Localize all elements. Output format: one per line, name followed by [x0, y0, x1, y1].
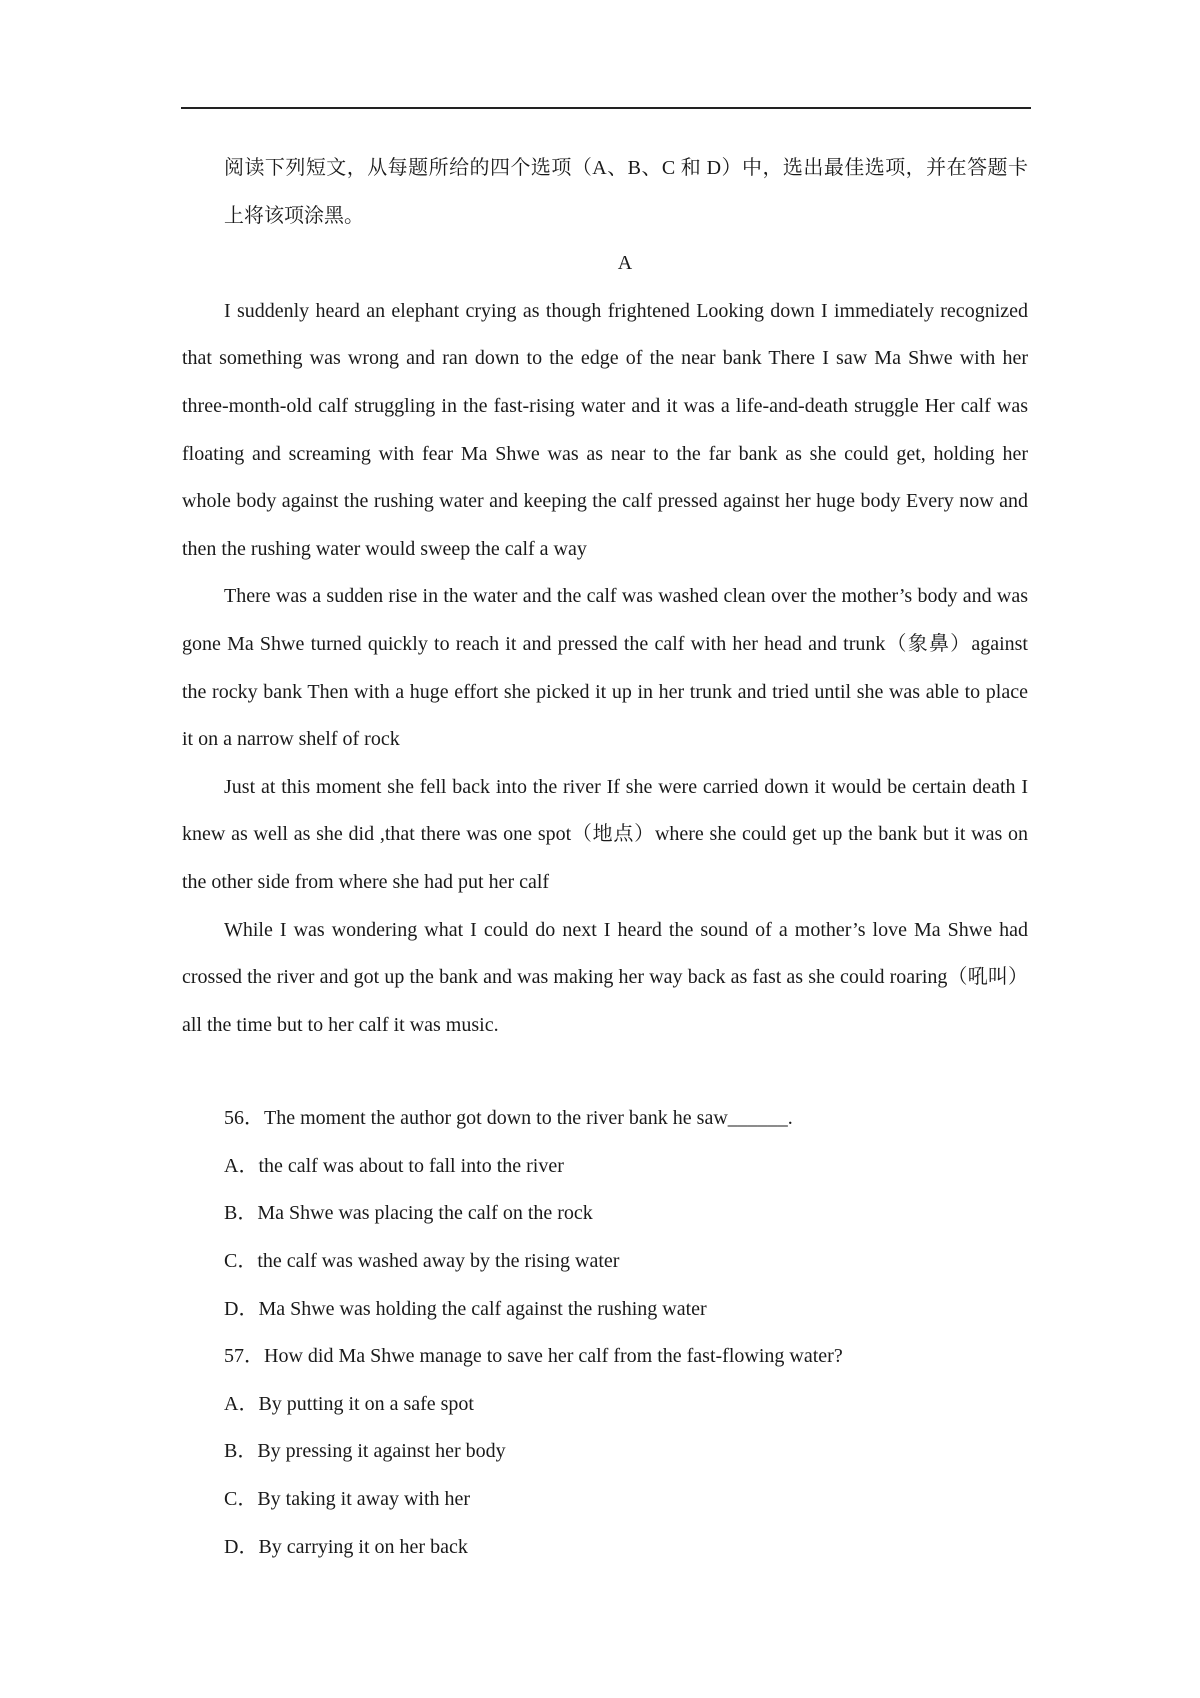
option-c: C．the calf was washed away by the rising water [224, 1250, 620, 1273]
passage [182, 288, 1028, 1050]
option-d: D．By carrying it on her back [224, 1535, 468, 1558]
option-b: B．Ma Shwe was placing the calf on the rock [224, 1202, 593, 1225]
header-rule [181, 107, 1031, 109]
passage-paragraph-3: Just at this moment she fell back into the river If she were carried down it would be certain death I knew as well as she did ,that there was one spot（地点）where she could get up the bank but it was on the other side from where she had put her calf [182, 775, 1028, 893]
option-d: D．Ma Shwe was holding the calf against the rushing water [224, 1297, 707, 1320]
question-stem: 56．The moment the author got down to the river bank he saw______. [224, 1107, 793, 1130]
passage-paragraph-1: I suddenly heard an elephant crying as though frightened Looking down I immediately recognized that something was wrong and ran down to the edge of the near bank There I saw Ma Shwe with her three-month-old calf struggling in the fast-rising water and it was a life-and-death struggle Her calf was floating and screaming with fear Ma Shwe was as near to the far bank as she could get, holding her whole body against the rushing water and keeping the calf pressed against her huge body Every now and then the rushing water would sweep the calf a way [182, 299, 1028, 560]
option-a: A．the calf was about to fall into the river [224, 1154, 564, 1177]
instruction-text: 阅读下列短文，从每题所给的四个选项（A、B、C 和 D）中，选出最佳选项，并在答题卡上将该项涂黑。 [224, 157, 1028, 227]
option-a: A．By putting it on a safe spot [224, 1392, 474, 1415]
question-57 [182, 1333, 1028, 1571]
passage-paragraph-2: There was a sudden rise in the water and the calf was washed clean over the mother’s body and was gone Ma Shwe turned quickly to reach it and pressed the calf with her head and trunk（象鼻）against the rocky bank Then with a huge effort she picked it up in her trunk and tried until she was able to place it on a narrow shelf of rock [182, 585, 1028, 751]
option-b: B．By pressing it against her body [224, 1440, 506, 1463]
question-56 [182, 1095, 1028, 1333]
question-stem: 57．How did Ma Shwe manage to save her calf from the fast-flowing water? [224, 1345, 843, 1368]
document-content [182, 145, 1028, 1571]
passage-title: A [617, 252, 633, 275]
option-c: C．By taking it away with her [224, 1488, 471, 1511]
question-list [182, 1095, 1028, 1571]
passage-paragraph-4: While I was wondering what I could do next I heard the sound of a mother’s love Ma Shwe had crossed the river and got up the bank and was making her way back as fast as she could roaring（吼叫）all the time but to her calf it was music. [182, 918, 1028, 1036]
